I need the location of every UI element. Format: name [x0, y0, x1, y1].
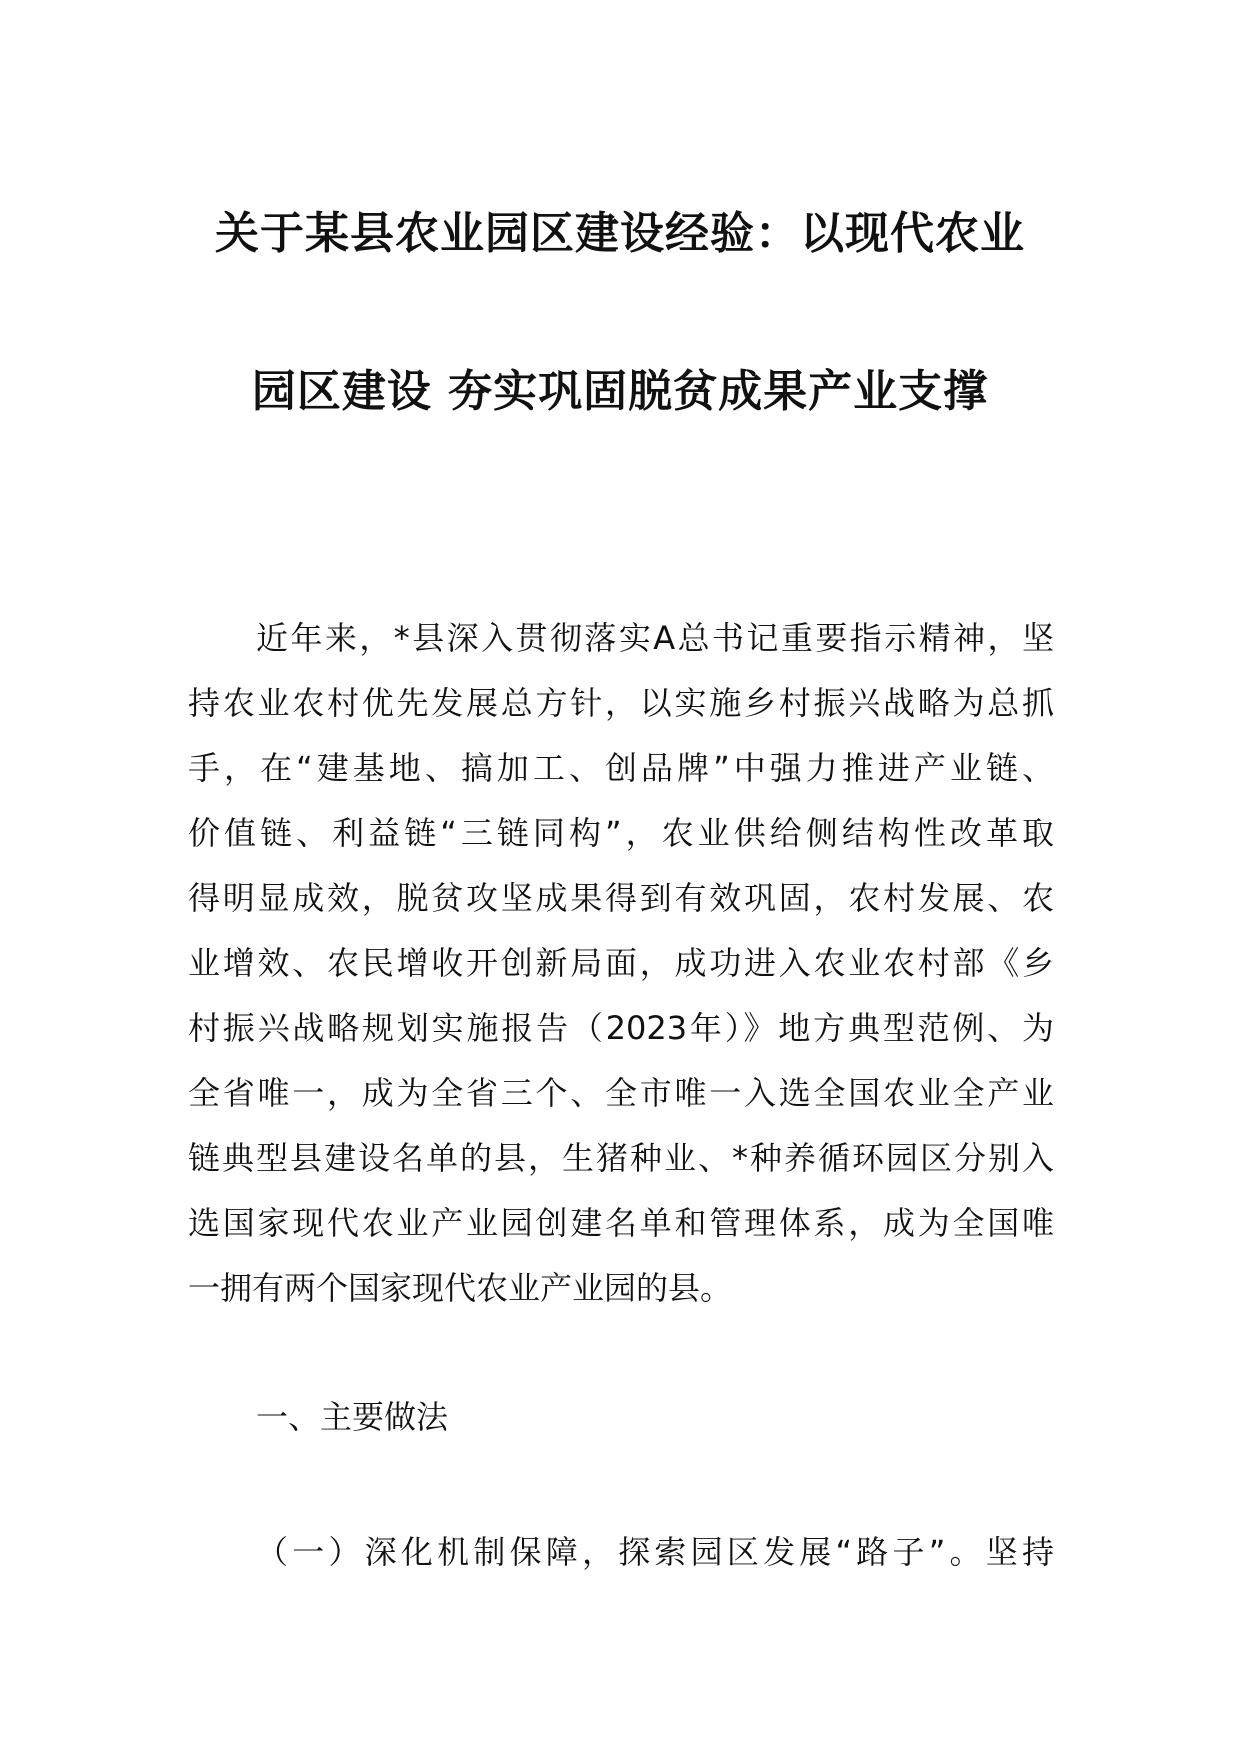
paragraph-line: 全省唯一，成为全省三个、全市唯一入选全国农业全产业 — [188, 1074, 1054, 1112]
section-heading: 一、主要做法 — [256, 1398, 449, 1436]
paragraph-line: 持农业农村优先发展总方针，以实施乡村振兴战略为总抓 — [188, 684, 1054, 722]
paragraph-line: 村振兴战略规划实施报告（2023年）》地方典型范例、为 — [188, 1009, 1054, 1047]
paragraph-line: 一拥有两个国家现代农业产业园的县。 — [188, 1269, 733, 1307]
paragraph-line: 价值链、利益链“三链同构”，农业供给侧结构性改革取 — [188, 814, 1054, 852]
paragraph-line: 业增效、农民增收开创新局面，成功进入农业农村部《乡 — [188, 944, 1054, 982]
paragraph-line: 手，在“建基地、搞加工、创品牌”中强力推进产业链、 — [188, 749, 1054, 787]
document-title-line-2: 园区建设 夯实巩固脱贫成果产业支撑 — [251, 366, 989, 417]
intro-paragraph — [188, 606, 1054, 1321]
paragraph-line: 得明显成效，脱贫攻坚成果得到有效巩固，农村发展、农 — [188, 879, 1054, 917]
paragraph-line: 链典型县建设名单的县，生猪种业、*种养循环园区分别入 — [188, 1139, 1054, 1177]
paragraph-line: 选国家现代农业产业园创建名单和管理体系，成为全国唯 — [188, 1204, 1054, 1242]
paragraph-line: 近年来，*县深入贯彻落实A总书记重要指示精神，坚 — [256, 619, 1054, 657]
subsection-heading-line: （一）深化机制保障，探索园区发展“路子”。坚持 — [256, 1533, 1054, 1571]
document-title-line-1: 关于某县农业园区建设经验：以现代农业 — [215, 208, 1025, 259]
